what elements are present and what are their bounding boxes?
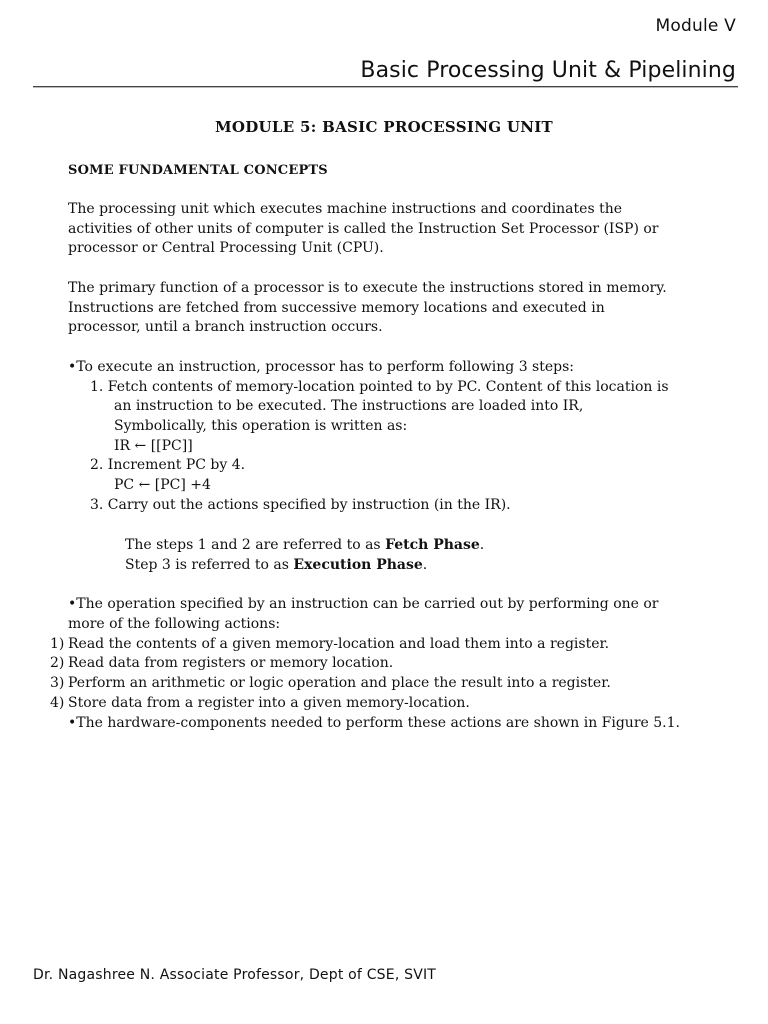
- list-item-text: Perform an arithmetic or logic operation and place the result into a register.: [68, 675, 611, 692]
- step-1-formula: IR ← [[PC]]: [114, 437, 193, 454]
- execution-phase-term: Execution Phase: [293, 556, 423, 573]
- list-item-text: Read the contents of a given memory-location and load them into a register.: [68, 635, 610, 652]
- list-item-text: Store data from a register into a given memory-location.: [68, 694, 470, 711]
- actions-intro: •The operation specified by an instruction can be carried out by performing one or: [68, 596, 659, 612]
- paragraph-line: The processing unit which executes machine instructions and coordinates the: [68, 201, 623, 217]
- list-item: [50, 635, 740, 655]
- execution-phase-suffix: .: [422, 556, 428, 573]
- section-heading: SOME FUNDAMENTAL CONCEPTS: [68, 163, 328, 178]
- page-footer: Dr. Nagashree N. Associate Professor, Dept of CSE, SVIT: [33, 967, 437, 983]
- actions-closing: •The hardware-components needed to perform these actions are shown in Figure 5.1.: [68, 714, 680, 731]
- list-item-number: 4): [50, 694, 65, 711]
- step-2-formula: PC ← [PC] +4: [114, 477, 211, 494]
- paragraph-processor-function: [68, 279, 728, 338]
- execution-phase-prefix: Step 3 is referred to as: [125, 556, 294, 573]
- execution-phase-line: [125, 556, 484, 576]
- subject-title: Basic Processing Unit & Pipelining: [360, 58, 736, 83]
- actions-intro: more of the following actions:: [68, 615, 281, 632]
- header-divider: [33, 86, 738, 87]
- paragraph-line: activities of other units of computer is called the Instruction Set Processor (ISP) or: [68, 220, 659, 237]
- actions-list: [50, 595, 740, 734]
- list-item-number: 2): [50, 655, 65, 672]
- fetch-phase-line: [125, 536, 484, 556]
- fetch-phase-prefix: The steps 1 and 2 are referred to as: [125, 537, 386, 553]
- execution-steps-list: [68, 358, 738, 516]
- step-1-detail: Symbolically, this operation is written as:: [114, 418, 408, 435]
- module-label: Module V: [655, 16, 736, 36]
- list-item-number: 1): [50, 635, 65, 652]
- step-2: 2. Increment PC by 4.: [90, 457, 246, 474]
- fetch-phase-term: Fetch Phase: [385, 537, 480, 553]
- list-item: [50, 674, 740, 694]
- paragraph-cpu-definition: [68, 200, 728, 259]
- step-1-detail: an instruction to be executed. The instructions are loaded into IR,: [114, 398, 584, 415]
- list-item: [50, 654, 740, 674]
- document-title: MODULE 5: BASIC PROCESSING UNIT: [214, 118, 554, 136]
- paragraph-line: processor, until a branch instruction occurs.: [68, 319, 383, 335]
- fetch-phase-suffix: .: [479, 537, 485, 553]
- step-1: 1. Fetch contents of memory-location pointed to by PC. Content of this location is: [90, 378, 669, 395]
- paragraph-line: processor or Central Processing Unit (CPU).: [68, 240, 384, 256]
- steps-intro: •To execute an instruction, processor has to perform following 3 steps:: [68, 359, 575, 375]
- step-3: 3. Carry out the actions specified by instruction (in the IR).: [90, 496, 511, 513]
- list-item-text: Read data from registers or memory location.: [68, 655, 394, 672]
- list-item: [50, 694, 740, 714]
- list-item-number: 3): [50, 675, 65, 692]
- paragraph-line: Instructions are fetched from successive memory locations and executed in: [68, 299, 605, 316]
- phases-note: [125, 536, 484, 575]
- paragraph-line: The primary function of a processor is to execute the instructions stored in memory.: [68, 280, 667, 296]
